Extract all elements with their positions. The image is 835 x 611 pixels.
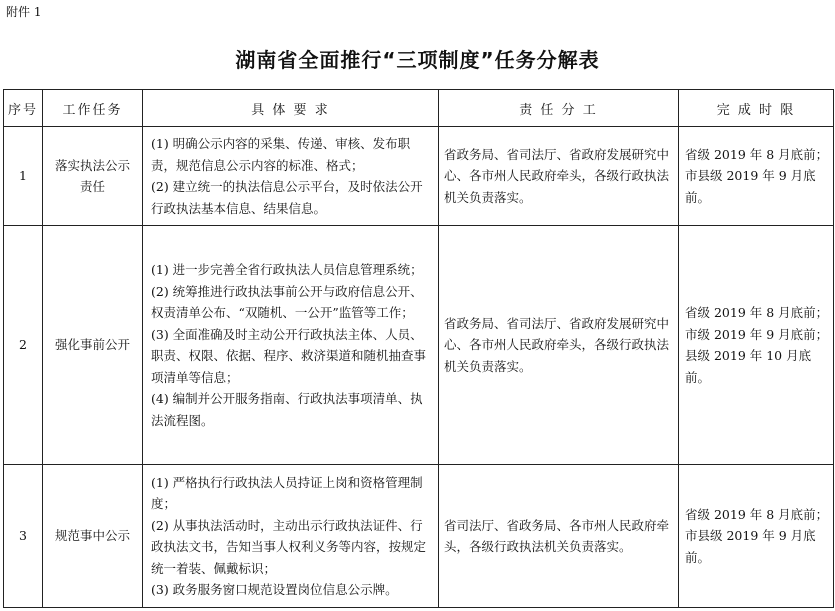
row-deadline: 省级 2019 年 8 月底前；市级 2019 年 9 月底前；县级 2019 年 10 月底前。 bbox=[679, 226, 834, 465]
row-requirements bbox=[143, 226, 439, 465]
header-number: 序号 bbox=[4, 90, 43, 127]
row-responsibility: 省司法厅、省政务局、各市州人民政府牵头，各级行政执法机关负责落实。 bbox=[439, 465, 679, 608]
document-title: 湖南省全面推行“三项制度”任务分解表 bbox=[235, 48, 600, 72]
header-task: 工作任务 bbox=[43, 90, 143, 127]
row-task: 规范事中公示 bbox=[43, 465, 143, 608]
row-deadline: 省级 2019 年 8 月底前；市县级 2019 年 9 月底前。 bbox=[679, 465, 834, 608]
requirement-item: (4) 编制并公开服务指南、行政执法事项清单、执法流程图。 bbox=[151, 391, 423, 428]
table-header-row bbox=[4, 90, 834, 127]
requirement-item: (1) 严格执行行政执法人员持证上岗和资格管理制度； bbox=[151, 474, 423, 511]
header-requirements: 具 体 要 求 bbox=[143, 90, 439, 127]
row-number: 3 bbox=[4, 465, 43, 608]
row-number: 1 bbox=[4, 127, 43, 226]
attachment-label: 附件 1 bbox=[6, 5, 42, 19]
requirement-item: (1) 进一步完善全省行政执法人员信息管理系统； bbox=[151, 262, 423, 277]
row-number: 2 bbox=[4, 226, 43, 465]
row-requirements bbox=[143, 127, 439, 226]
row-deadline: 省级 2019 年 8 月底前；市县级 2019 年 9 月底前。 bbox=[679, 127, 834, 226]
header-responsibility: 责 任 分 工 bbox=[439, 90, 679, 127]
requirement-item: (3) 全面准确及时主动公开行政执法主体、人员、职责、权限、依据、程序、救济渠道和随机抽查事项清单等信息； bbox=[151, 326, 427, 385]
requirement-item: (3) 政务服务窗口规范设置岗位信息公示牌。 bbox=[151, 582, 398, 597]
row-task: 落实执法公示责任 bbox=[43, 127, 143, 226]
row-responsibility: 省政务局、省司法厅、省政府发展研究中心、各市州人民政府牵头，各级行政执法机关负责落实。 bbox=[439, 127, 679, 226]
requirement-item: (2) 建立统一的执法信息公示平台，及时依法公开行政执法基本信息、结果信息。 bbox=[151, 179, 423, 216]
task-table bbox=[3, 89, 834, 608]
header-deadline: 完 成 时 限 bbox=[679, 90, 834, 127]
requirement-item: (1) 明确公示内容的采集、传递、审核、发布职责，规范信息公示内容的标准、格式； bbox=[151, 136, 411, 173]
row-responsibility: 省政务局、省司法厅、省政府发展研究中心、各市州人民政府牵头，各级行政执法机关负责落实。 bbox=[439, 226, 679, 465]
requirement-item: (2) 从事执法活动时，主动出示行政执法证件、行政执法文书，告知当事人权利义务等内容，按规定统一着装、佩戴标识； bbox=[151, 517, 427, 576]
table-row bbox=[4, 226, 834, 465]
row-requirements bbox=[143, 465, 439, 608]
requirement-item: (2) 统筹推进行政执法事前公开与政府信息公开、权责清单公布、“双随机、一公开”监管等工作； bbox=[151, 283, 423, 320]
table-row bbox=[4, 465, 834, 608]
table-row bbox=[4, 127, 834, 226]
row-task: 强化事前公开 bbox=[43, 226, 143, 465]
